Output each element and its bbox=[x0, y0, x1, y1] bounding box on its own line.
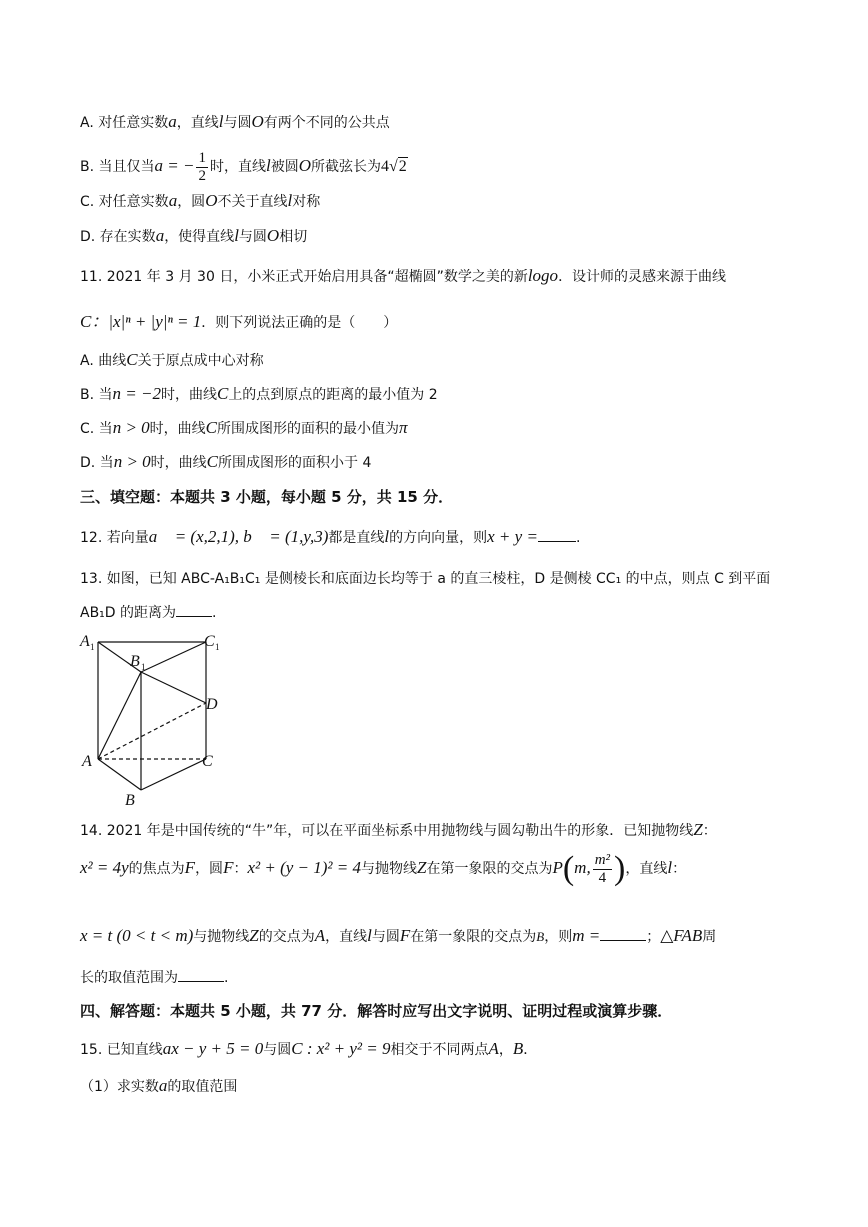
math-var: C bbox=[205, 418, 218, 437]
math-var: O bbox=[298, 156, 311, 175]
math-var: A bbox=[488, 1039, 499, 1058]
math-pi: π bbox=[399, 418, 408, 437]
option-text: 所围成图形的面积的最小值为 bbox=[217, 421, 400, 437]
q10-option-d bbox=[80, 226, 307, 247]
option-text: 被圆 bbox=[270, 159, 299, 175]
q15-stem bbox=[80, 1039, 537, 1060]
option-text: 时，曲线 bbox=[150, 455, 207, 471]
math-var: Z bbox=[249, 926, 259, 945]
question-text: 的交点为 bbox=[258, 929, 315, 945]
edge-b1-c1 bbox=[141, 642, 206, 672]
question-text: ．则下列说法正确的是（ ） bbox=[201, 315, 398, 331]
question-text: ，直线 bbox=[625, 861, 668, 877]
math-var: l bbox=[367, 926, 372, 945]
option-text: ，圆 bbox=[177, 194, 206, 210]
math-var: O bbox=[266, 226, 280, 245]
math-expr: △FAB bbox=[660, 926, 703, 945]
label-a1: A bbox=[80, 633, 90, 650]
label-b1-sub: 1 bbox=[141, 662, 146, 672]
question-text: 都是直线 bbox=[328, 530, 385, 546]
question-text: （1）求实数 bbox=[80, 1079, 159, 1095]
q11-option-d bbox=[80, 452, 371, 473]
label-c: C bbox=[202, 753, 213, 770]
option-text: A. 曲线 bbox=[80, 353, 127, 369]
math-expr: m, bbox=[574, 858, 591, 877]
section-4-title: 四、解答题：本题共 5 小题，共 77 分．解答时应写出文字说明、证明过程或演算步骤． bbox=[80, 1002, 673, 1020]
math-var: l bbox=[265, 156, 271, 175]
option-text: 时，直线 bbox=[209, 159, 266, 175]
punctuation: . bbox=[575, 530, 581, 546]
option-text: 与圆 bbox=[238, 229, 267, 245]
punctuation: ： bbox=[702, 823, 717, 839]
math-number: 4 bbox=[380, 158, 389, 175]
math-var: C bbox=[80, 312, 92, 331]
label-c1: C bbox=[204, 633, 215, 650]
math-var: F bbox=[399, 926, 411, 945]
label-a: A bbox=[82, 753, 92, 770]
q14-stem-line3 bbox=[80, 926, 716, 947]
question-text: 的取值范围 bbox=[167, 1079, 238, 1095]
option-text: B. 当 bbox=[80, 387, 113, 403]
edge-b1-d bbox=[141, 672, 206, 703]
math-var: l bbox=[667, 858, 673, 877]
math-expr: a = − bbox=[154, 156, 195, 175]
punctuation: ． bbox=[523, 1042, 538, 1058]
option-text: 时，曲线 bbox=[160, 387, 217, 403]
punctuation: ； bbox=[646, 929, 661, 945]
label-b1: B bbox=[130, 653, 140, 670]
punctuation: . bbox=[224, 970, 229, 986]
question-text: 与圆 bbox=[371, 929, 400, 945]
math-var: C bbox=[126, 350, 138, 369]
math-expr: n > 0 bbox=[113, 452, 151, 471]
fraction-numerator: 1 bbox=[198, 149, 206, 166]
math-var: l bbox=[384, 527, 390, 546]
math-expr: m = bbox=[572, 926, 601, 945]
option-text: 所围成图形的面积小于 4 bbox=[218, 455, 372, 471]
option-text: ，直线 bbox=[176, 115, 219, 131]
question-text: 12. 若向量 bbox=[80, 530, 149, 546]
option-text: 所截弦长为 bbox=[310, 159, 381, 175]
q12-stem bbox=[80, 527, 580, 548]
math-expr: C : x² + y² = 9 bbox=[291, 1039, 391, 1058]
math-var: O bbox=[205, 191, 218, 210]
math-var: Z bbox=[416, 858, 427, 877]
math-var: l bbox=[234, 226, 239, 245]
answer-blank[interactable] bbox=[538, 527, 576, 542]
math-var: a bbox=[168, 191, 178, 210]
math-var: B bbox=[536, 929, 545, 944]
math-var: O bbox=[251, 112, 264, 131]
math-var: B bbox=[512, 1039, 524, 1058]
q13-stem-line2 bbox=[80, 602, 216, 623]
punctuation: . bbox=[212, 605, 217, 621]
question-text: 的焦点为 bbox=[128, 861, 185, 877]
q11-option-c bbox=[80, 418, 408, 439]
fraction-denominator: 4 bbox=[598, 869, 607, 886]
q11-option-b bbox=[80, 384, 438, 405]
question-text: ，圆 bbox=[195, 861, 224, 877]
math-var: A bbox=[314, 926, 326, 945]
question-text: 11. 2021 年 3 月 30 日，小米正式开始启用具备“超椭圆”数学之美的新 bbox=[80, 269, 528, 285]
q14-stem-line2 bbox=[80, 848, 686, 888]
prism-figure bbox=[78, 628, 228, 808]
question-text: AB₁D 的距离为 bbox=[80, 605, 177, 621]
q11-option-a bbox=[80, 350, 264, 371]
punctuation: ： bbox=[672, 861, 687, 877]
math-var: F bbox=[223, 858, 234, 877]
question-text: ，直线 bbox=[325, 929, 368, 945]
option-text: 有两个不同的公共点 bbox=[263, 115, 390, 131]
q14-stem-line1 bbox=[80, 820, 717, 841]
question-text: 在第一象限的交点为 bbox=[426, 861, 553, 877]
math-var: a bbox=[158, 1076, 168, 1095]
math-expr: n > 0 bbox=[112, 418, 150, 437]
option-text: 对称 bbox=[292, 194, 321, 210]
math-var: C bbox=[206, 452, 219, 471]
math-expr: x = t (0 < t < m) bbox=[80, 926, 194, 945]
option-text: D. 存在实数 bbox=[80, 229, 156, 245]
paren-open: ( bbox=[562, 850, 575, 887]
label-c1-sub: 1 bbox=[215, 642, 220, 652]
math-var: a bbox=[155, 226, 165, 245]
edge-b-c bbox=[141, 759, 206, 790]
answer-blank[interactable] bbox=[176, 602, 212, 617]
punctuation: ， bbox=[498, 1042, 513, 1058]
math-expr: x² + (y − 1)² = 4 bbox=[247, 858, 361, 877]
question-text: 14. 2021 年是中国传统的“牛”年，可以在平面坐标系中用抛物线与圆勾勒出牛的形象．已知抛物线 bbox=[80, 823, 694, 839]
section-3-title: 三、填空题：本题共 3 小题，每小题 5 分，共 15 分． bbox=[80, 488, 454, 506]
option-text: 关于原点成中心对称 bbox=[137, 353, 264, 369]
math-var: Z bbox=[693, 820, 703, 839]
label-d: D bbox=[206, 696, 218, 713]
fraction bbox=[196, 150, 208, 185]
math-var: a bbox=[168, 112, 177, 131]
option-text: ，使得直线 bbox=[164, 229, 235, 245]
fraction-numerator: m² bbox=[594, 851, 611, 868]
math-var: l bbox=[287, 191, 293, 210]
option-text: 不关于直线 bbox=[217, 194, 288, 210]
question-text: ，则 bbox=[544, 929, 573, 945]
question-text: 周 bbox=[702, 929, 717, 945]
question-text: 相交于不同两点 bbox=[390, 1042, 489, 1058]
math-var: l bbox=[218, 112, 224, 131]
question-text: 与圆 bbox=[263, 1042, 292, 1058]
edge-a-b1 bbox=[98, 672, 141, 759]
q15-sub1 bbox=[80, 1076, 237, 1097]
math-expr: x² = 4y bbox=[80, 858, 129, 877]
punctuation: ： bbox=[233, 861, 248, 877]
option-text: C. 对任意实数 bbox=[80, 194, 169, 210]
math-expr: a⃗ = (x,2,1), b⃗ = (1,y,3) bbox=[148, 527, 329, 546]
question-text: 长的取值范围为 bbox=[80, 970, 178, 986]
question-text: ．设计师的灵感来源于曲线 bbox=[558, 269, 727, 285]
option-text: 相切 bbox=[279, 229, 308, 245]
option-text: C. 当 bbox=[80, 421, 113, 437]
option-text: D. 当 bbox=[80, 455, 114, 471]
q11-stem-line2 bbox=[80, 312, 397, 333]
question-text: 与抛物线 bbox=[360, 861, 417, 877]
q10-option-b bbox=[80, 146, 408, 186]
paren-close: ) bbox=[614, 850, 626, 887]
fraction-denominator: 2 bbox=[198, 167, 206, 184]
option-text: B. 当且仅当 bbox=[80, 159, 155, 175]
option-text: 上的点到原点的距离的最小值为 2 bbox=[228, 387, 438, 403]
math-var: P bbox=[552, 858, 563, 877]
fraction bbox=[593, 852, 612, 887]
question-text: 在第一象限的交点为 bbox=[410, 929, 537, 945]
math-expr: x + y = bbox=[487, 527, 538, 546]
option-text: 与圆 bbox=[223, 115, 252, 131]
option-text: A. 对任意实数 bbox=[80, 115, 169, 131]
q11-stem-line1 bbox=[80, 266, 726, 287]
answer-blank-perimeter[interactable] bbox=[178, 967, 224, 982]
question-text: 与抛物线 bbox=[193, 929, 250, 945]
edge-a-b bbox=[98, 759, 141, 790]
q10-option-c bbox=[80, 191, 320, 212]
sqrt-sign: √ bbox=[388, 158, 398, 175]
q13-stem-line1: 13. 如图，已知 ABC-A₁B₁C₁ 是侧棱长和底面边长均等于 a 的直三棱柱，D 是侧棱 CC₁ 的中点，则点 C 到平面 bbox=[80, 571, 771, 587]
question-text: 的方向向量，则 bbox=[389, 530, 488, 546]
math-expr: ax − y + 5 = 0 bbox=[162, 1039, 264, 1058]
label-a1-sub: 1 bbox=[90, 642, 95, 652]
answer-blank-m[interactable] bbox=[600, 926, 646, 941]
option-text: 时，曲线 bbox=[149, 421, 206, 437]
q10-option-a bbox=[80, 112, 390, 133]
question-text: 15. 已知直线 bbox=[80, 1042, 163, 1058]
math-var: C bbox=[216, 384, 229, 403]
math-logo: logo bbox=[527, 266, 559, 285]
q14-stem-line4 bbox=[80, 967, 228, 988]
math-var: F bbox=[184, 858, 196, 877]
edge-a-d bbox=[98, 703, 206, 759]
label-b: B bbox=[125, 792, 135, 808]
sqrt-radicand: 2 bbox=[398, 158, 407, 175]
math-expr: ：|x|ⁿ + |y|ⁿ = 1 bbox=[91, 312, 202, 331]
math-expr: n = −2 bbox=[112, 384, 161, 403]
